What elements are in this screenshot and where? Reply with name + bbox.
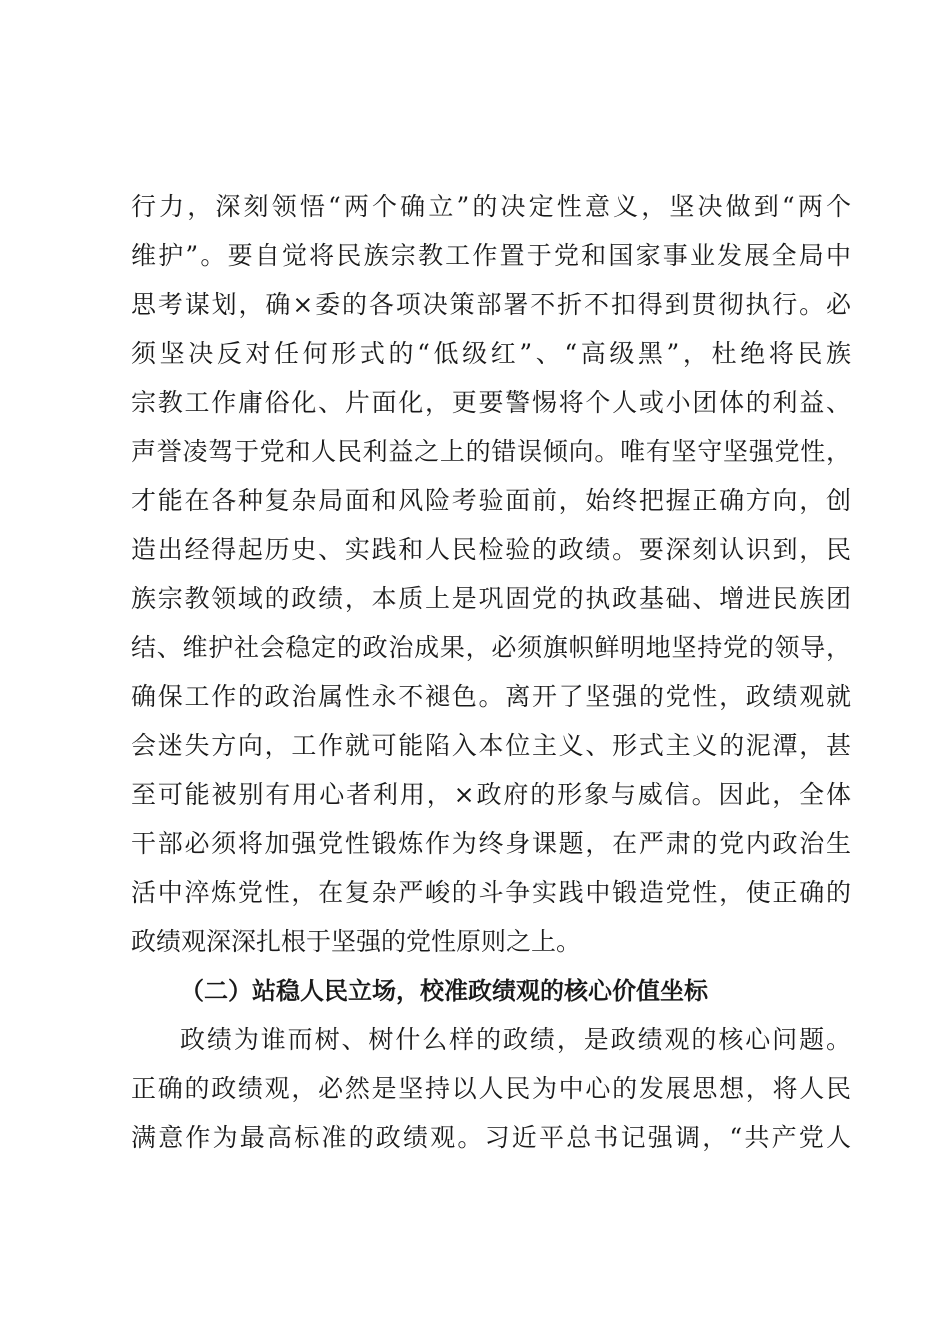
paragraph-line: 正确的政绩观，必然是坚持以人民为中心的发展思想，将人民: [131, 1074, 851, 1103]
paragraph-line: 宗教工作庸俗化、片面化，更要警惕将个人或小团体的利益、: [131, 388, 851, 417]
section-heading: （二）站稳人民立场，校准政绩观的核心价值坐标: [180, 977, 708, 1005]
paragraph-line: 会迷失方向，工作就可能陷入本位主义、形式主义的泥潭，甚: [131, 731, 851, 760]
paragraph-line: 族宗教领域的政绩，本质上是巩固党的执政基础、增进民族团: [131, 584, 851, 613]
paragraph-line: 活中淬炼党性，在复杂严峻的斗争实践中锻造党性，使正确的: [131, 878, 851, 907]
paragraph-line: 才能在各种复杂局面和风险考验面前，始终把握正确方向，创: [131, 486, 851, 515]
paragraph-line: 思考谋划，确×委的各项决策部署不折不扣得到贯彻执行。必: [131, 290, 851, 319]
paragraph-line: 确保工作的政治属性永不褪色。离开了坚强的党性，政绩观就: [131, 682, 851, 711]
paragraph-line: 干部必须将加强党性锻炼作为终身课题，在严肃的党内政治生: [131, 829, 851, 858]
paragraph-line: 政绩为谁而树、树什么样的政绩，是政绩观的核心问题。: [180, 1025, 851, 1054]
paragraph-line: 须坚决反对任何形式的“低级红”、“高级黑”，杜绝将民族: [131, 339, 851, 368]
paragraph-line: 造出经得起历史、实践和人民检验的政绩。要深刻认识到，民: [131, 535, 851, 564]
paragraph-line: 满意作为最高标准的政绩观。习近平总书记强调，“共产党人: [131, 1123, 851, 1152]
paragraph-line: 维护”。要自觉将民族宗教工作置于党和国家事业发展全局中: [131, 241, 851, 270]
paragraph-line: 至可能被别有用心者利用，×政府的形象与威信。因此，全体: [131, 780, 851, 809]
paragraph-line: 政绩观深深扎根于坚强的党性原则之上。: [131, 927, 582, 956]
paragraph-line: 声誉凌驾于党和人民利益之上的错误倾向。唯有坚守坚强党性，: [131, 437, 851, 466]
paragraph-line: 结、维护社会稳定的政治成果，必须旗帜鲜明地坚持党的领导，: [131, 633, 851, 662]
paragraph-line: 行力，深刻领悟“两个确立”的决定性意义，坚决做到“两个: [131, 192, 851, 221]
